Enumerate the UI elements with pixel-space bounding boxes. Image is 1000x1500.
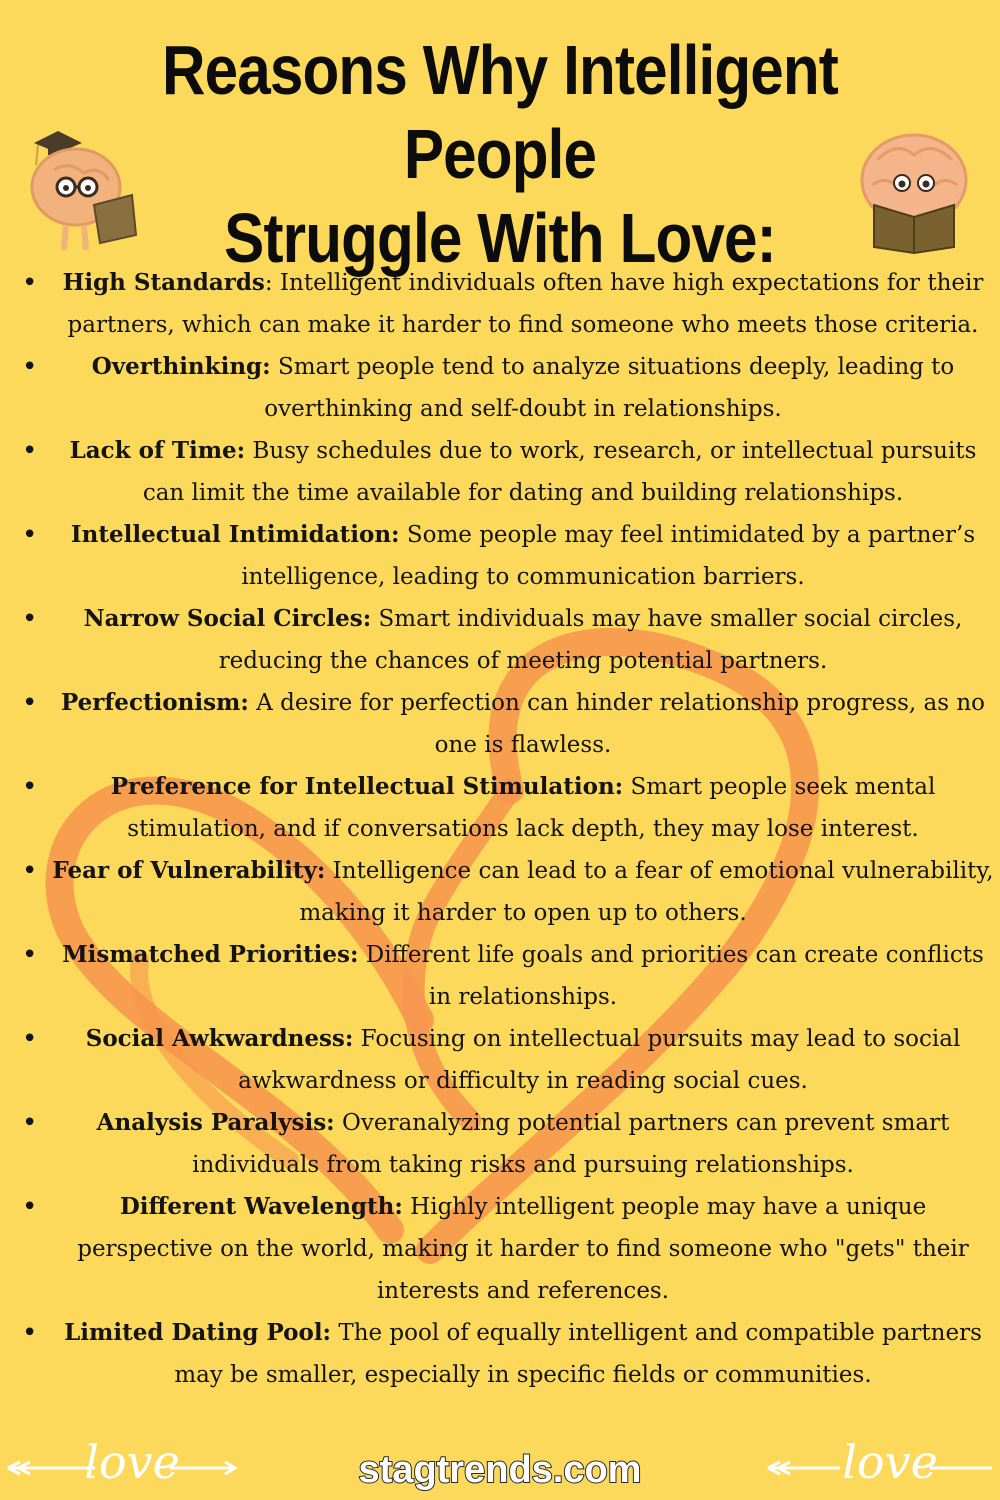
reason-term: Preference for Intellectual Stimulation: [110, 773, 624, 800]
bullet: • [22, 688, 38, 718]
reason-text: : Intelligent individuals often have high expectations for their partners, which can make it harder to find someone who meets those criteria. [67, 270, 984, 338]
reason-term: High Standards [62, 269, 265, 296]
reason-term: Overthinking: [91, 353, 271, 380]
bullet: • [22, 940, 38, 970]
bullet: • [22, 1318, 38, 1348]
love-word: love [84, 1435, 180, 1489]
reason-text: The pool of equally intelligent and compatible partners may be smaller, especially in specific fields or communities. [174, 1320, 982, 1388]
title-line-1: Reasons Why Intelligent People [162, 31, 838, 193]
brain-reading-book-icon [852, 125, 977, 255]
reason-term: Social Awkwardness: [85, 1025, 354, 1052]
list-item [22, 1102, 994, 1186]
bullet: • [22, 772, 38, 802]
list-item [22, 766, 994, 850]
bullet: • [22, 856, 38, 886]
list-item [22, 430, 994, 514]
reason-term: Different Wavelength: [119, 1193, 403, 1220]
reason-text: Smart individuals may have smaller social circles, reducing the chances of meeting potential partners. [218, 606, 963, 674]
reason-term: Lack of Time: [69, 437, 246, 464]
reason-text: A desire for perfection can hinder relationship progress, as no one is flawless. [248, 690, 985, 758]
reason-term: Analysis Paralysis: [96, 1109, 335, 1136]
bullet: • [22, 352, 38, 382]
list-item [22, 934, 994, 1018]
reason-term: Intellectual Intimidation: [70, 521, 400, 548]
brain-with-glasses-reading-book-icon [14, 125, 144, 255]
reason-text: Overanalyzing potential partners can prevent smart individuals from taking risks and pursuing relationships. [192, 1110, 950, 1178]
bullet: • [22, 604, 38, 634]
list-item [22, 1312, 994, 1396]
reason-term: Fear of Vulnerability: [52, 857, 326, 884]
love-word: love [842, 1435, 938, 1489]
list-item [22, 346, 994, 430]
bullet: • [22, 520, 38, 550]
reason-term: Limited Dating Pool: [64, 1319, 332, 1346]
reason-text: Smart people tend to analyze situations deeply, leading to overthinking and self-doubt in relationships. [264, 354, 955, 422]
reason-term: Narrow Social Circles: [83, 605, 372, 632]
list-item [22, 262, 994, 346]
reason-text: Highly intelligent people may have a unique perspective on the world, making it harder to find someone who "gets" their interests and references. [77, 1194, 969, 1304]
reason-text: Different life goals and priorities can create conflicts in relationships. [358, 942, 984, 1010]
list-item [22, 1018, 994, 1102]
title-line-2: Struggle With Love: [224, 199, 776, 277]
reason-text: Some people may feel intimidated by a partner’s intelligence, leading to communication barriers. [241, 522, 976, 590]
reason-term: Mismatched Priorities: [62, 941, 359, 968]
bullet: • [22, 1108, 38, 1138]
list-item [22, 1186, 994, 1312]
list-item [22, 682, 994, 766]
bullet: • [22, 268, 38, 298]
reasons-list [22, 262, 994, 1396]
list-item [22, 850, 994, 934]
site-name: stagtrends.com [358, 1449, 642, 1491]
reason-text: Focusing on intellectual pursuits may lead to social awkwardness or difficulty in reading social cues. [238, 1026, 961, 1094]
reason-text: Intelligence can lead to a fear of emotional vulnerability, making it harder to open up to others. [299, 858, 994, 926]
bullet: • [22, 1024, 38, 1054]
bullet: • [22, 436, 38, 466]
reason-text: Busy schedules due to work, research, or intellectual pursuits can limit the time available for dating and building relationships. [142, 438, 977, 506]
list-item [22, 514, 994, 598]
reason-term: Perfectionism: [60, 689, 249, 716]
list-item [22, 598, 994, 682]
bullet: • [22, 1192, 38, 1222]
page-title [70, 28, 930, 280]
reason-text: Smart people seek mental stimulation, and if conversations lack depth, they may lose interest. [127, 774, 936, 842]
